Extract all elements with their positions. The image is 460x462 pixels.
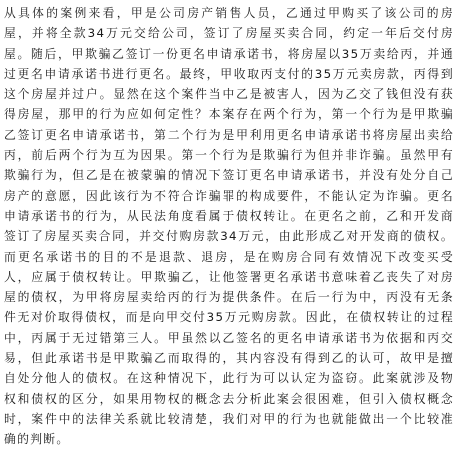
text-line: 房产的意愿，因此该行为不符合诈骗罪的构成要件，不能认定为诈骗。更名 <box>4 188 454 203</box>
text-line: 权和债权的区分，如果用物权的概念去分析此案会很困难，但引入债权概念 <box>4 391 454 406</box>
text-line: 确的判断。 <box>4 432 70 447</box>
text-line: 这个房屋并过户。显然在这个案件当中乙是被害人，因为乙交了钱但没有获 <box>4 87 454 102</box>
text-line: 人，应属于债权转让。甲欺骗乙，让他签署更名承诺书意味着乙丧失了对房 <box>4 269 454 284</box>
text-line: 从具体的案例来看，甲是公司房产销售人员，乙通过甲购买了该公司的房 <box>4 6 454 20</box>
text-line: 中，丙属于无过错第三人。甲虽然以乙签名的更名申请承诺书为依据和丙交 <box>4 330 454 345</box>
text-line: 得房屋，那甲的行为应如何定性？本案存在两个行为，第一个行为是甲欺骗 <box>4 107 454 122</box>
text-line: 易，但此承诺书是甲欺骗乙而取得的，其内容没有得到乙的认可，故甲是擅 <box>4 351 454 366</box>
text-line: 签订了房屋买卖合同，并交付购房款34万元，由此形成乙对开发商的债权。 <box>4 229 454 244</box>
text-line: 丙，前后两个行为互为因果。第一个行为是欺骗行为但并非诈骗。虽然甲有 <box>4 148 454 163</box>
article-paragraph <box>4 3 454 450</box>
text-line: 屋，并将全款34万元交给公司，签订了房屋买卖合同，约定一年后交付房 <box>4 26 454 41</box>
text-line: 屋的债权，为甲将房屋卖给丙的行为提供条件。在后一行为中，丙没有无条 <box>4 290 454 305</box>
text-line: 而更名承诺书的目的不是退款、退房，是在购房合同有效情况下改变买受 <box>4 249 454 264</box>
text-line: 时，案件中的法律关系就比较清楚，我们对甲的行为也就能做出一个比较准 <box>4 411 454 426</box>
text-line: 过更名申请承诺书进行更名。最终，甲收取丙支付的35万元卖房款，丙得到 <box>4 66 454 81</box>
text-line: 屋。随后，甲欺骗乙签订一份更名申请承诺书，将房屋以35万卖给丙，并通 <box>4 46 454 61</box>
text-line: 申请承诺书的行为，从民法角度看属于债权转让。在更名之前，乙和开发商 <box>4 208 454 223</box>
text-line: 乙签订更名申请承诺书，第二个行为是甲利用更名申请承诺书将房屋出卖给 <box>4 127 454 142</box>
text-line: 自处分他人的债权。在这种情况下，此行为可以认定为盗窃。此案就涉及物 <box>4 371 454 386</box>
text-line: 件无对价取得债权，而是向甲交付35万元购房款。因此，在债权转让的过程 <box>4 310 454 325</box>
text-line: 欺骗行为，但乙是在被蒙骗的情况下签订更名申请承诺书，并没有处分自己 <box>4 168 454 183</box>
